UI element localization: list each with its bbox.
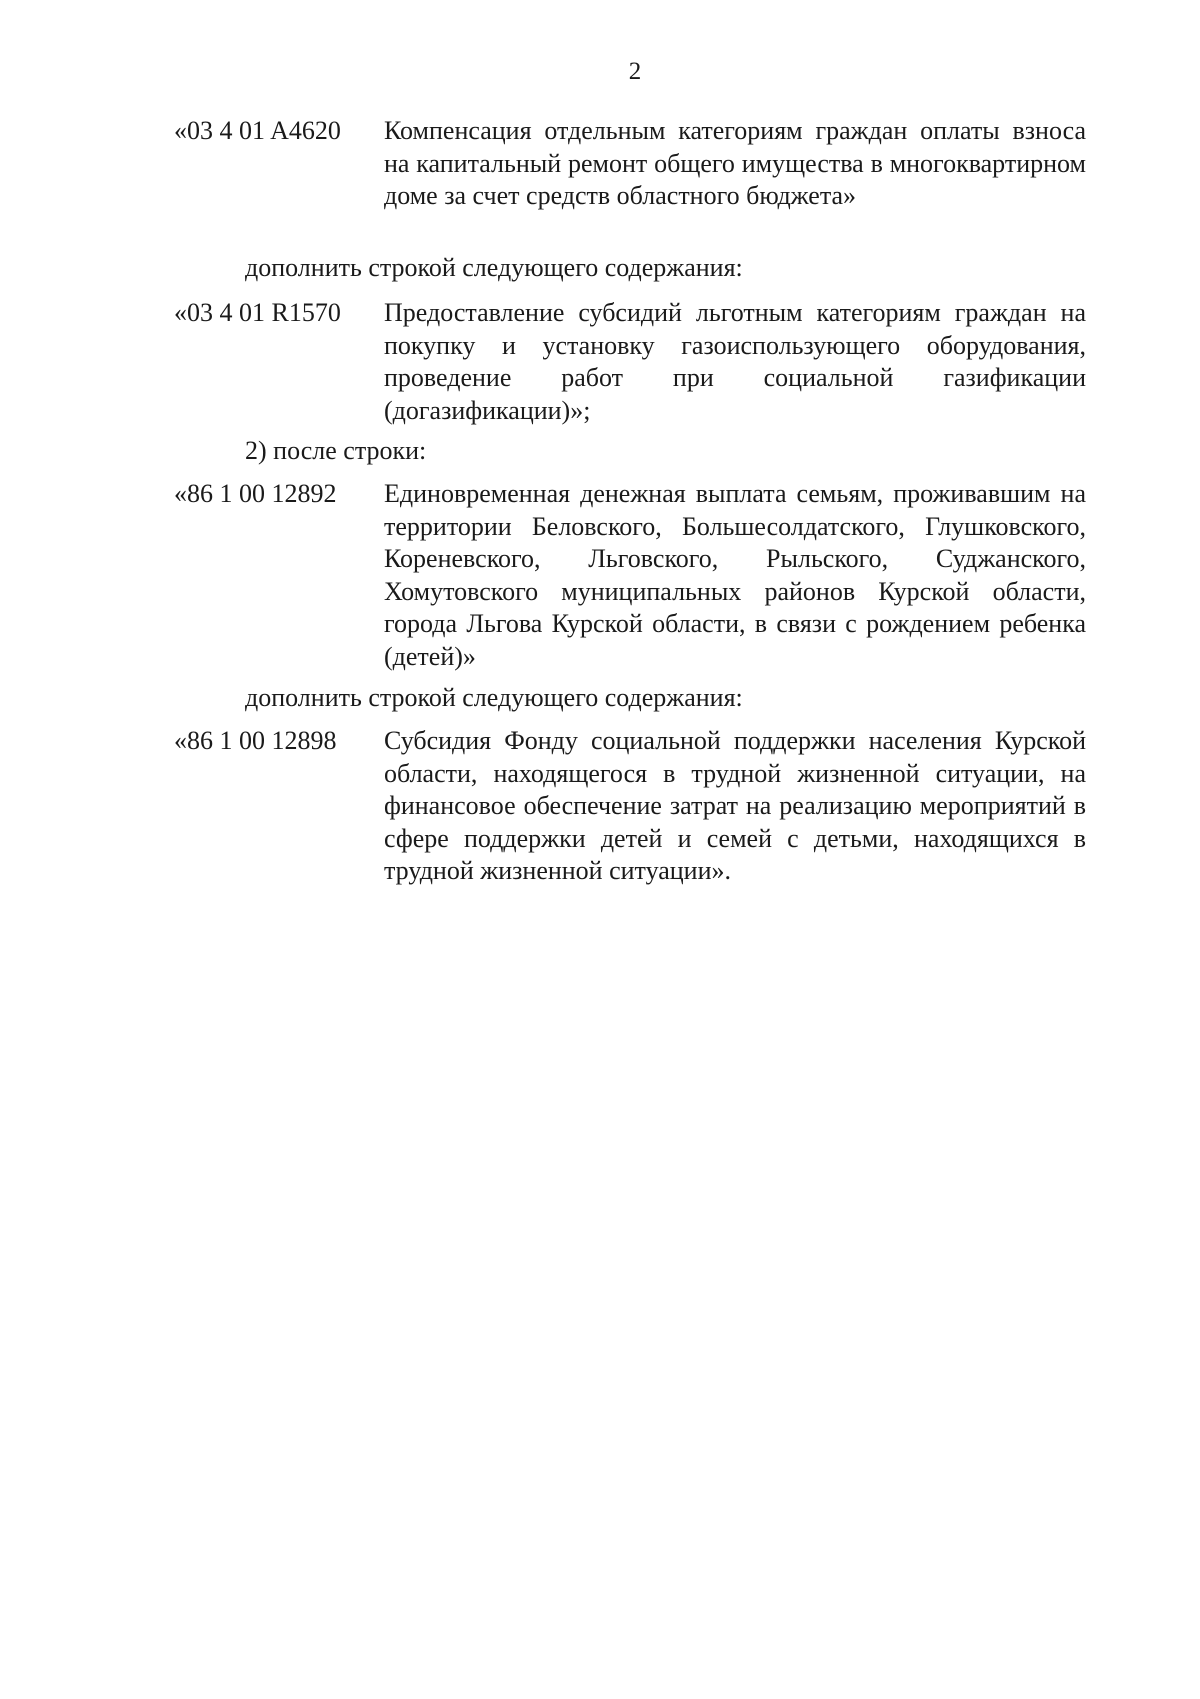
budget-entry (174, 478, 1086, 673)
amendment-instruction: 2) после строки: (245, 436, 427, 465)
budget-code: «86 1 00 12892 (174, 479, 337, 508)
budget-entry (174, 115, 1086, 213)
budget-entry-description: Компенсация отдельным категориям граждан оплаты взноса на капитальный ремонт общего имущества в многоквартирном доме за счет средств областного бюджета» (384, 116, 1086, 210)
budget-entry (174, 297, 1086, 427)
budget-entry-description: Предоставление субсидий льготным категориям граждан на покупку и установку газоиспользующего оборудования, проведение работ при социальной газификации (догазификации)»; (384, 298, 1086, 425)
budget-entry-description: Единовременная денежная выплата семьям, проживавшим на территории Беловского, Большесолдатского, Глушковского, Кореневского, Льговского, Рыльского, Суджанского, Хомутовского муниципальных районов Курской области, города Льгова Курской области, в связи с рождением ребенка (детей)» (384, 479, 1086, 671)
budget-code: «03 4 01 A4620 (174, 116, 341, 145)
budget-code: «03 4 01 R1570 (174, 298, 341, 327)
amendment-instruction: дополнить строкой следующего содержания: (245, 683, 743, 712)
budget-code: «86 1 00 12898 (174, 726, 337, 755)
amendment-instruction: дополнить строкой следующего содержания: (245, 253, 743, 282)
budget-entry (174, 725, 1086, 888)
page-number: 2 (628, 58, 642, 85)
budget-entry-description: Субсидия Фонду социальной поддержки населения Курской области, находящегося в трудной жизненной ситуации, на финансовое обеспечение затрат на реализацию мероприятий в сфере поддержки детей и семей с детьми, находящихся в трудной жизненной ситуации». (384, 726, 1086, 885)
